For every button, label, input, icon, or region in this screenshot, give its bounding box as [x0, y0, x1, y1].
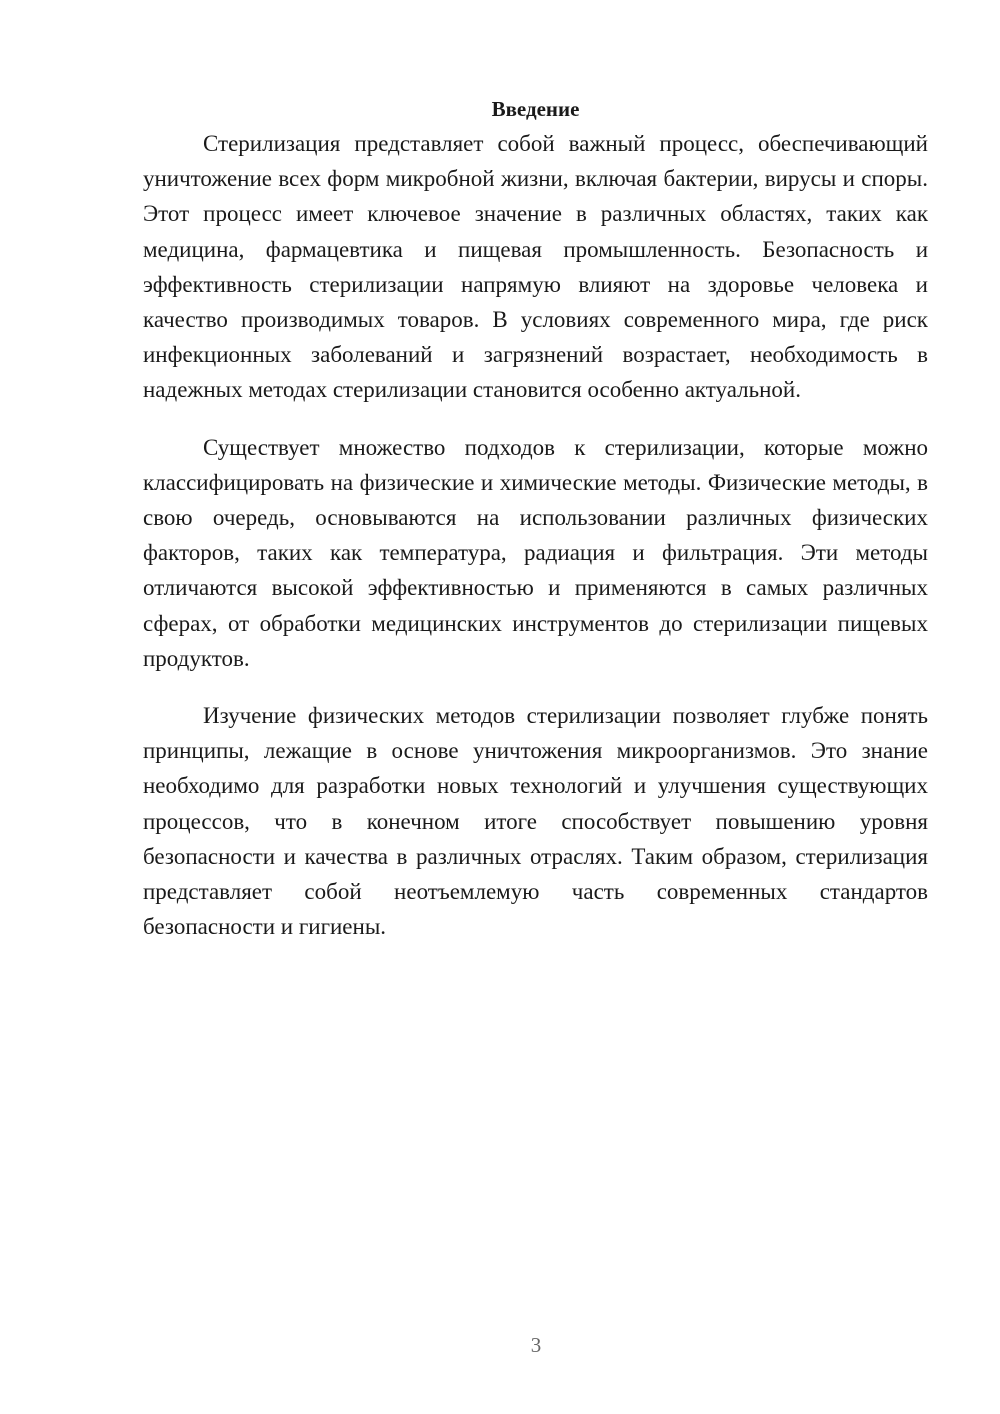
paragraph-1: Стерилизация представляет собой важный процесс, обеспечивающий уничтожение всех форм микробной жизни, включая бактерии, вирусы и споры. Этот процесс имеет ключевое значение в различных областях, таких как медицина, фармацевтика и пищевая промышленность. Безопасность и эффективность стерилизации напрямую влияют на здоровье человека и качество производимых товаров. В условиях современного мира, где риск инфекционных заболеваний и загрязнений возрастает, необходимость в надежных методах стерилизации становится особенно актуальной.	[143, 131, 928, 403]
paragraph-3: Изучение физических методов стерилизации позволяет глубже понять принципы, лежащие в основе уничтожения микроорганизмов. Это знание необходимо для разработки новых технологий и улучшения существующих процессов, что в конечном итоге способствует повышению уровня безопасности и качества в различных отраслях. Таким образом, стерилизация представляет собой неотъемлемую часть современных стандартов безопасности и гигиены.	[143, 703, 928, 940]
page-number: 3	[530, 1333, 542, 1357]
page-content	[143, 92, 928, 966]
paragraph-2: Существует множество подходов к стерилизации, которые можно классифицировать на физические и химические методы. Физические методы, в свою очередь, основываются на использовании различных физических факторов, таких как температура, радиация и фильтрация. Эти методы отличаются высокой эффективностью и применяются в самых различных сферах, от обработки медицинских инструментов до стерилизации пищевых продуктов.	[143, 434, 928, 671]
page-title: Введение	[491, 97, 580, 121]
